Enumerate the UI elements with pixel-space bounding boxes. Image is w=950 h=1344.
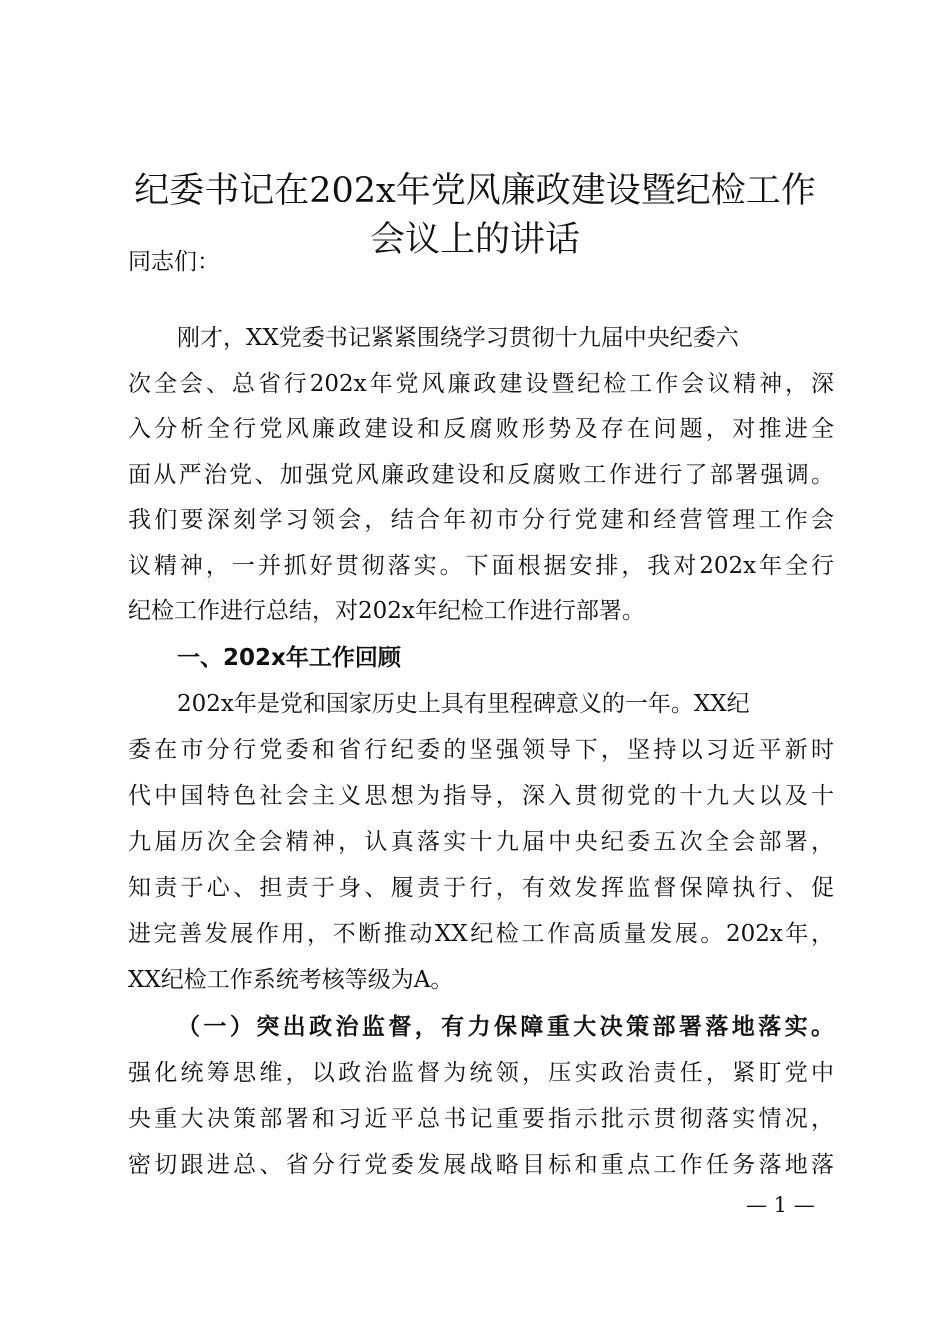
paragraph-line: 代中国特色社会主义思想为指导，深入贯彻党的十九大以及十: [128, 783, 834, 809]
paragraph-line: 议精神，一并抓好贯彻落实。下面根据安排，我对202x年全行: [128, 553, 834, 579]
paragraph-line: 面从严治党、加强党风廉政建设和反腐败工作进行了部署强调。: [128, 462, 834, 488]
salutation: 同志们：: [128, 249, 220, 275]
section-heading: 一、202x年工作回顾: [177, 645, 401, 671]
title-line: 纪委书记在202x年党风廉政建设暨纪检工作: [134, 171, 816, 211]
page-number: — 1 —: [746, 1193, 815, 1217]
paragraph-line: 202x年是党和国家历史上具有里程碑意义的一年。XX纪: [177, 691, 750, 717]
paragraph-line: XX纪检工作系统考核等级为A。: [128, 967, 454, 993]
title-line: 会议上的讲话: [369, 220, 580, 260]
paragraph-line: 知责于心、担责于身、履责于行，有效发挥监督保障执行、促: [128, 875, 834, 901]
paragraph-line: 央重大决策部署和习近平总书记重要指示批示贯彻落实情况，: [128, 1106, 834, 1132]
paragraph-line: 刚才，XX党委书记紧紧围绕学习贯彻十九届中央纪委六: [177, 325, 739, 351]
paragraph-line: 我们要深刻学习领会，结合年初市分行党建和经营管理工作会: [128, 507, 834, 533]
paragraph-line: 次全会、总省行202x年党风廉政建设暨纪检工作会议精神，深: [128, 371, 834, 397]
paragraph-line: 入分析全行党风廉政建设和反腐败形势及存在问题，对推进全: [128, 416, 834, 442]
paragraph-line: 九届历次全会精神，认真落实十九届中央纪委五次全会部署，: [128, 829, 834, 855]
paragraph-line: 强化统筹思维，以政治监督为统领，压实政治责任，紧盯党中: [128, 1060, 834, 1086]
paragraph-line: 密切跟进总、省分行党委发展战略目标和重点工作任务落地落: [128, 1152, 834, 1178]
paragraph-line: 进完善发展作用，不断推动XX纪检工作高质量发展。202x年，: [128, 921, 834, 947]
paragraph-line: 委在市分行党委和省行纪委的坚强领导下，坚持以习近平新时: [128, 737, 834, 763]
paragraph-line: 纪检工作进行总结，对202x年纪检工作进行部署。: [128, 598, 645, 624]
subsection-heading: （一）突出政治监督，有力保障重大决策部署落地落实。: [177, 1013, 834, 1040]
